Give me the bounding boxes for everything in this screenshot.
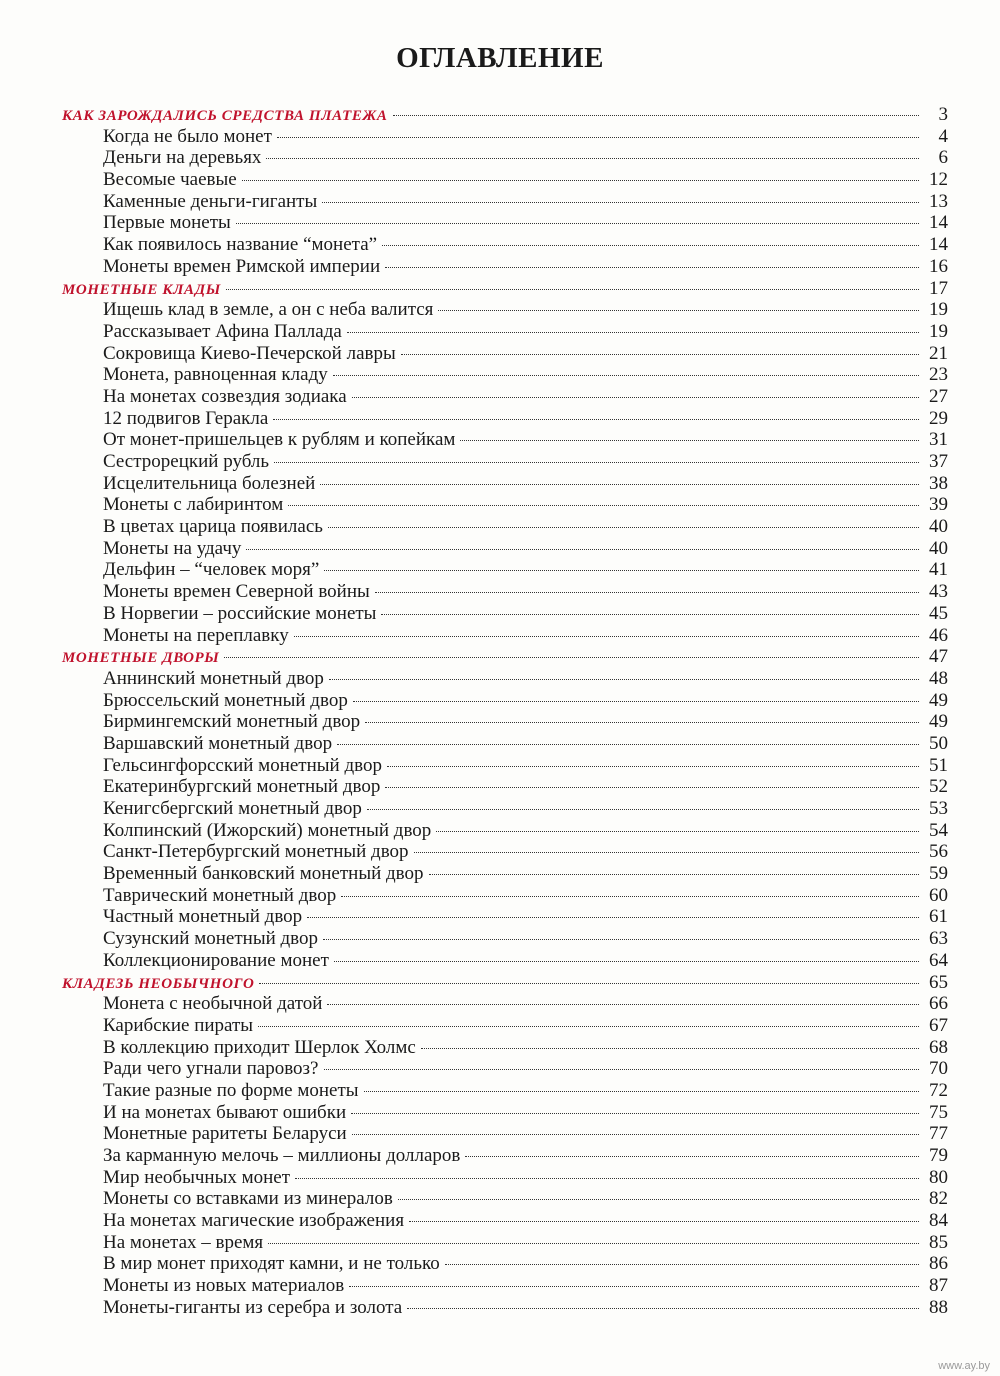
entry-title: Брюссельский монетный двор xyxy=(103,689,348,711)
dot-leader xyxy=(328,527,919,528)
entry-title: Ради чего угнали паровоз? xyxy=(103,1058,319,1080)
page-number: 79 xyxy=(929,1145,948,1166)
page-number: 68 xyxy=(929,1036,948,1058)
entry-title: Весомые чаевые xyxy=(103,169,237,191)
entry-title: Колпинский (Ижорский) монетный двор xyxy=(103,819,432,841)
entry-title: Санкт-Петербургский монетный двор xyxy=(103,841,409,863)
dot-leader xyxy=(277,137,919,138)
dot-leader xyxy=(273,419,919,420)
entry-title: Рассказывает Афина Паллада xyxy=(103,320,342,342)
toc-section-row xyxy=(62,104,948,126)
page-number: 40 xyxy=(929,537,948,559)
dot-leader xyxy=(460,440,919,441)
dot-leader xyxy=(414,852,919,853)
dot-leader xyxy=(274,462,919,463)
toc-section-row xyxy=(62,278,948,300)
page-number: 27 xyxy=(929,385,948,407)
entry-title: Коллекционирование монет xyxy=(103,949,329,971)
toc-section-row xyxy=(62,646,948,668)
entry-title: В коллекцию приходит Шерлок Холмс xyxy=(103,1036,416,1058)
dot-leader xyxy=(327,1004,919,1005)
dot-leader xyxy=(364,1091,919,1092)
toc-entry xyxy=(62,191,948,213)
toc-entry xyxy=(62,494,948,516)
page-number: 29 xyxy=(929,407,948,429)
toc-entry xyxy=(62,321,948,343)
page-number: 72 xyxy=(929,1079,948,1101)
toc-entry xyxy=(62,364,948,386)
toc-entry xyxy=(62,429,948,451)
page-number: 50 xyxy=(929,732,948,754)
entry-title: Мир необычных монет xyxy=(103,1166,291,1188)
page-number: 80 xyxy=(929,1166,948,1188)
dot-leader xyxy=(375,592,919,593)
dot-leader xyxy=(351,1113,919,1114)
page-number: 63 xyxy=(929,928,948,950)
dot-leader xyxy=(323,939,919,940)
toc-entry xyxy=(62,1037,948,1059)
dot-leader xyxy=(381,614,919,615)
page-number: 12 xyxy=(929,169,948,191)
page-number: 23 xyxy=(929,364,948,386)
toc-entry xyxy=(62,343,948,365)
page-number: 86 xyxy=(929,1253,948,1275)
page-number: 45 xyxy=(929,602,948,624)
entry-title: В мир монет приходят камни, и не только xyxy=(103,1253,440,1275)
entry-title: Таврический монетный двор xyxy=(103,884,337,906)
dot-leader xyxy=(329,679,919,680)
toc-entry xyxy=(62,711,948,733)
entry-title: Когда не было монет xyxy=(103,125,272,147)
toc-entry xyxy=(62,256,948,278)
page-number: 14 xyxy=(929,212,948,234)
page-number: 53 xyxy=(929,798,948,819)
toc-entry xyxy=(62,1015,948,1037)
page-number: 41 xyxy=(929,559,948,581)
page-number: 75 xyxy=(929,1101,948,1123)
entry-title: За карманную мелочь – миллионы долларов xyxy=(103,1145,461,1166)
page-number: 6 xyxy=(938,147,948,169)
entry-title: Монеты на удачу xyxy=(103,537,242,559)
entry-title: В Норвегии – российские монеты xyxy=(103,602,377,624)
toc-entry xyxy=(62,1188,948,1210)
toc-entry xyxy=(62,690,948,712)
toc-entry xyxy=(62,473,948,495)
section-title: МОНЕТНЫЕ КЛАДЫ xyxy=(62,281,221,298)
page-number: 87 xyxy=(929,1275,948,1297)
dot-leader xyxy=(268,1243,919,1244)
toc-entry xyxy=(62,1058,948,1080)
dot-leader xyxy=(224,657,919,658)
page-number: 16 xyxy=(929,255,948,277)
toc-section-row xyxy=(62,972,948,994)
toc-entry xyxy=(62,928,948,950)
toc-entry xyxy=(62,1123,948,1145)
page-number: 88 xyxy=(929,1296,948,1318)
section-title: КЛАДЕЗЬ НЕОБЫЧНОГО xyxy=(62,975,255,992)
entry-title: В цветах царица появилась xyxy=(103,516,323,538)
toc-entry xyxy=(62,126,948,148)
page-number: 17 xyxy=(929,277,948,299)
dot-leader xyxy=(387,766,919,767)
dot-leader xyxy=(409,1221,919,1222)
dot-leader xyxy=(322,202,919,203)
toc-entry xyxy=(62,1275,948,1297)
page-number: 3 xyxy=(938,104,948,125)
dot-leader xyxy=(334,961,919,962)
page-number: 4 xyxy=(938,125,948,147)
page-number: 52 xyxy=(929,776,948,798)
toc-entry xyxy=(62,169,948,191)
dot-leader xyxy=(324,570,919,571)
entry-title: Монета, равноценная кладу xyxy=(103,364,328,386)
toc-entry xyxy=(62,299,948,321)
page-number: 61 xyxy=(929,906,948,928)
entry-title: Деньги на деревьях xyxy=(103,147,262,169)
page-number: 77 xyxy=(929,1123,948,1145)
section-title: МОНЕТНЫЕ ДВОРЫ xyxy=(62,650,220,667)
toc-entry xyxy=(62,451,948,473)
toc-entry xyxy=(62,212,948,234)
toc-entry xyxy=(62,885,948,907)
dot-leader xyxy=(294,636,919,637)
entry-title: На монетах – время xyxy=(103,1231,264,1253)
toc-entry xyxy=(62,1253,948,1275)
entry-title: Такие разные по форме монеты xyxy=(103,1079,359,1101)
entry-title: Временный банковский монетный двор xyxy=(103,863,424,885)
page-number: 67 xyxy=(929,1014,948,1036)
entry-title: 12 подвигов Геракла xyxy=(103,407,269,429)
dot-leader xyxy=(398,1199,919,1200)
entry-title: Карибские пираты xyxy=(103,1014,254,1036)
page-number: 39 xyxy=(929,494,948,516)
page-number: 82 xyxy=(929,1188,948,1210)
entry-title: Каменные деньги-гиганты xyxy=(103,190,318,212)
dot-leader xyxy=(367,809,919,810)
dot-leader xyxy=(349,1286,919,1287)
entry-title: Монеты времен Римской империи xyxy=(103,255,381,277)
page-number: 37 xyxy=(929,451,948,472)
dot-leader xyxy=(242,180,919,181)
page-number: 64 xyxy=(929,949,948,971)
entry-title: Монеты с лабиринтом xyxy=(103,494,284,516)
dot-leader xyxy=(288,505,919,506)
page-number: 59 xyxy=(929,863,948,885)
toc-entry xyxy=(62,386,948,408)
page-number: 43 xyxy=(929,581,948,603)
dot-leader xyxy=(385,787,919,788)
watermark: www.ay.by xyxy=(938,1360,990,1372)
page-number: 19 xyxy=(929,299,948,321)
toc-entry xyxy=(62,603,948,625)
page-number: 56 xyxy=(929,841,948,863)
dot-leader xyxy=(337,744,919,745)
toc-entry xyxy=(62,906,948,928)
entry-title: Бирмингемский монетный двор xyxy=(103,711,361,733)
toc-entry xyxy=(62,668,948,690)
entry-title: Ищешь клад в земле, а он с неба валится xyxy=(103,299,434,321)
page-number: 65 xyxy=(929,971,948,993)
dot-leader xyxy=(246,549,919,550)
dot-leader xyxy=(429,874,919,875)
toc-entry xyxy=(62,408,948,430)
toc-entry xyxy=(62,625,948,647)
entry-title: Аннинский монетный двор xyxy=(103,667,324,689)
entry-title: Гельсингфорсский монетный двор xyxy=(103,754,382,776)
toc-entry xyxy=(62,1167,948,1189)
entry-title: Монеты со вставками из минералов xyxy=(103,1188,393,1210)
dot-leader xyxy=(341,896,919,897)
dot-leader xyxy=(320,484,919,485)
entry-title: Монеты из новых материалов xyxy=(103,1275,345,1297)
page-number: 49 xyxy=(929,689,948,711)
entry-title: И на монетах бывают ошибки xyxy=(103,1101,347,1123)
dot-leader xyxy=(401,354,919,355)
entry-title: Сокровища Киево-Печерской лавры xyxy=(103,342,396,364)
toc-entry xyxy=(62,1102,948,1124)
entry-title: От монет-пришельцев к рублям и копейкам xyxy=(103,429,456,451)
page-number: 14 xyxy=(929,234,948,256)
toc-entry xyxy=(62,538,948,560)
toc-entry xyxy=(62,559,948,581)
dot-leader xyxy=(295,1178,919,1179)
entry-title: Монеты-гиганты из серебра и золота xyxy=(103,1296,403,1318)
dot-leader xyxy=(436,831,919,832)
page-number: 19 xyxy=(929,320,948,342)
entry-title: Кенигсбергский монетный двор xyxy=(103,798,362,819)
entry-title: Дельфин – “человек моря” xyxy=(103,559,320,581)
dot-leader xyxy=(333,375,919,376)
page-number: 49 xyxy=(929,711,948,733)
entry-title: Сестрорецкий рубль xyxy=(103,451,270,472)
table-of-contents xyxy=(62,104,948,1319)
toc-entry xyxy=(62,950,948,972)
dot-leader xyxy=(259,983,919,984)
entry-title: Сузунский монетный двор xyxy=(103,928,319,950)
entry-title: Монета с необычной датой xyxy=(103,993,323,1015)
page-number: 21 xyxy=(929,342,948,364)
toc-entry xyxy=(62,841,948,863)
dot-leader xyxy=(266,158,919,159)
section-title: КАК ЗАРОЖДАЛИСЬ СРЕДСТВА ПЛАТЕЖА xyxy=(62,108,388,124)
toc-entry xyxy=(62,798,948,820)
dot-leader xyxy=(445,1264,919,1265)
toc-entry xyxy=(62,1080,948,1102)
toc-entry xyxy=(62,1210,948,1232)
dot-leader xyxy=(324,1069,920,1070)
page-number: 66 xyxy=(929,993,948,1015)
page-title: ОГЛАВЛЕНИЕ xyxy=(396,42,604,74)
dot-leader xyxy=(352,397,919,398)
entry-title: Исцелительница болезней xyxy=(103,472,316,494)
page-number: 84 xyxy=(929,1210,948,1232)
toc-entry xyxy=(62,1297,948,1319)
toc-entry xyxy=(62,147,948,169)
dot-leader xyxy=(465,1156,919,1157)
toc-entry xyxy=(62,581,948,603)
page-number: 13 xyxy=(929,190,948,212)
toc-entry xyxy=(62,993,948,1015)
toc-entry xyxy=(62,516,948,538)
page-number: 51 xyxy=(929,754,948,776)
dot-leader xyxy=(307,917,919,918)
entry-title: Первые монеты xyxy=(103,212,231,234)
entry-title: Екатеринбургский монетный двор xyxy=(103,776,381,798)
entry-title: Варшавский монетный двор xyxy=(103,732,333,754)
page-number: 70 xyxy=(929,1058,948,1080)
page-number: 47 xyxy=(929,646,948,668)
dot-leader xyxy=(226,289,919,290)
entry-title: На монетах созвездия зодиака xyxy=(103,385,347,407)
dot-leader xyxy=(353,701,919,702)
page-number: 38 xyxy=(929,472,948,494)
dot-leader xyxy=(385,267,919,268)
entry-title: Монетные раритеты Беларуси xyxy=(103,1123,347,1145)
dot-leader xyxy=(258,1026,919,1027)
toc-entry xyxy=(62,863,948,885)
toc-entry xyxy=(62,776,948,798)
dot-leader xyxy=(382,245,919,246)
page-number: 85 xyxy=(929,1231,948,1253)
dot-leader xyxy=(393,115,919,116)
toc-entry xyxy=(62,820,948,842)
page-number: 60 xyxy=(929,884,948,906)
entry-title: Как появилось название “монета” xyxy=(103,234,378,256)
entry-title: Частный монетный двор xyxy=(103,906,303,928)
toc-entry xyxy=(62,755,948,777)
dot-leader xyxy=(407,1308,919,1309)
page-number: 40 xyxy=(929,516,948,538)
entry-title: Монеты на переплавку xyxy=(103,624,289,646)
toc-entry xyxy=(62,1232,948,1254)
toc-entry xyxy=(62,234,948,256)
dot-leader xyxy=(421,1048,919,1049)
page-number: 46 xyxy=(929,624,948,646)
toc-entry xyxy=(62,1145,948,1167)
page-number: 31 xyxy=(929,429,948,451)
entry-title: На монетах магические изображения xyxy=(103,1210,405,1232)
entry-title: Монеты времен Северной войны xyxy=(103,581,370,603)
toc-entry xyxy=(62,733,948,755)
dot-leader xyxy=(236,223,919,224)
page-number: 54 xyxy=(929,819,948,841)
dot-leader xyxy=(347,332,919,333)
dot-leader xyxy=(365,722,919,723)
page-number: 48 xyxy=(929,667,948,689)
dot-leader xyxy=(438,310,919,311)
dot-leader xyxy=(352,1134,919,1135)
